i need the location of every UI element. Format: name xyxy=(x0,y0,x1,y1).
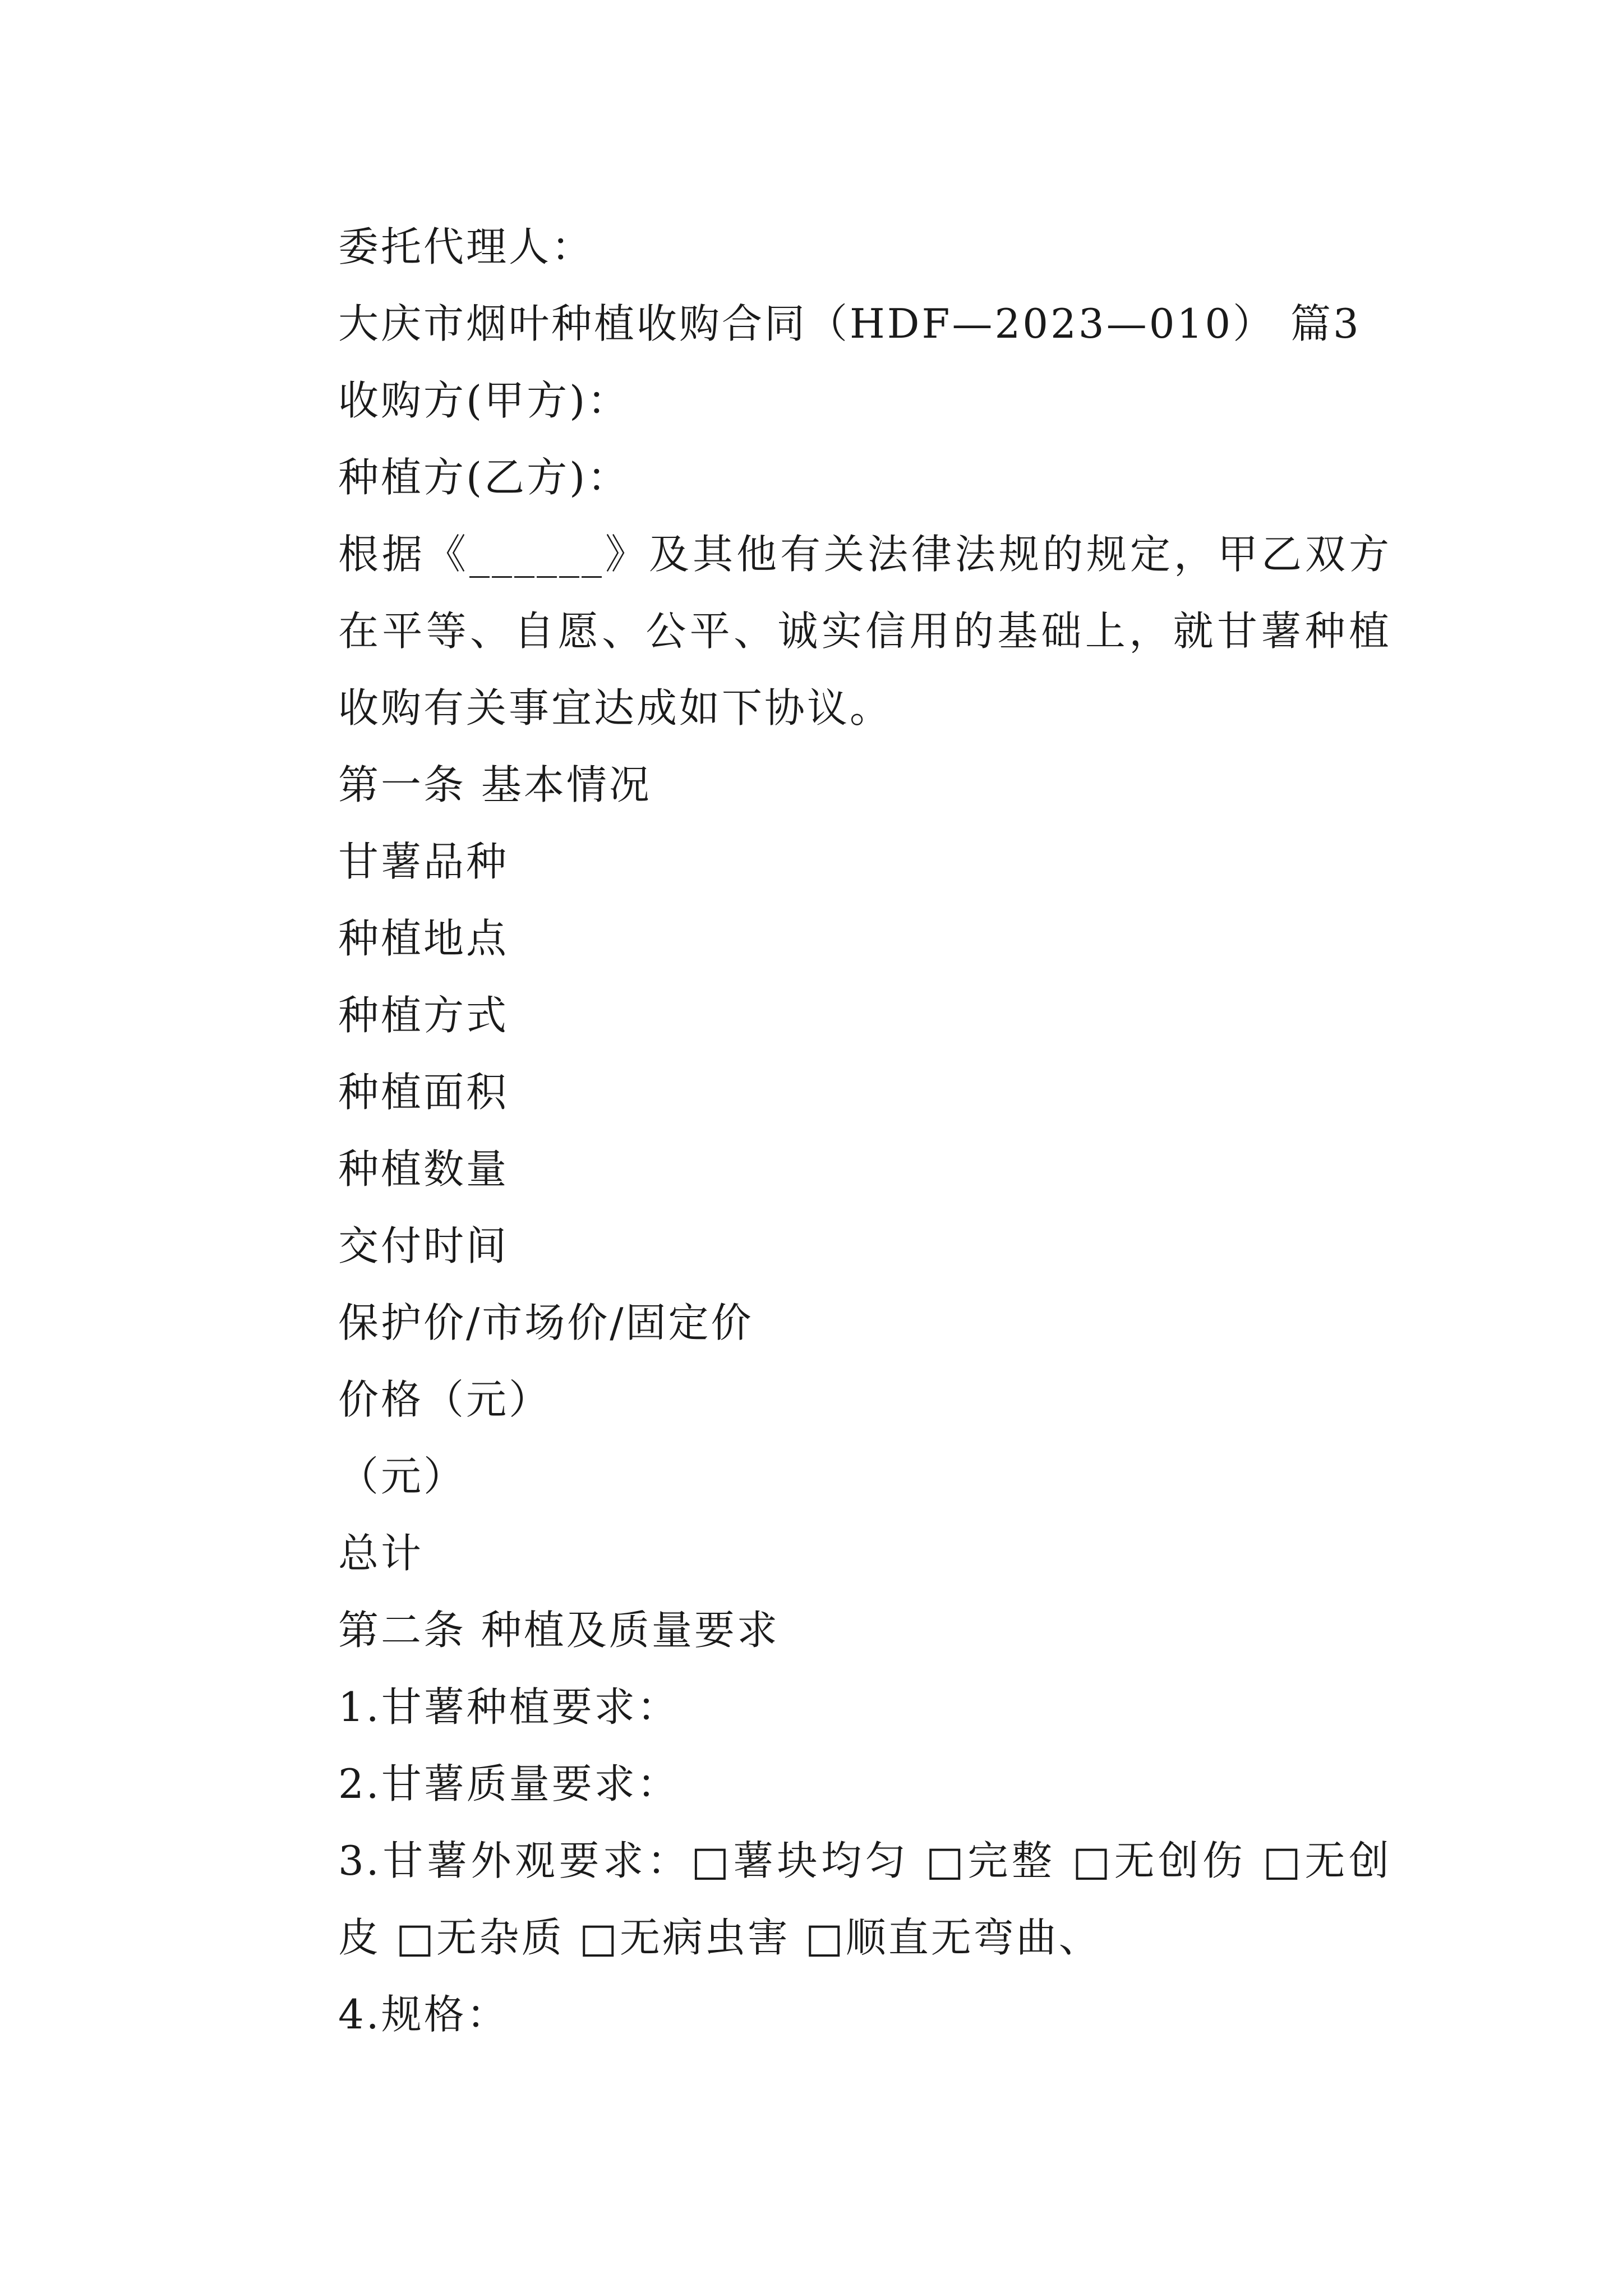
field-quantity: 种植数量 xyxy=(338,1145,509,1193)
preamble-paragraph: 根据《______》及其他有关法律法规的规定，甲乙双方在平等、自愿、公平、诚实信用的基础上，就甘薯种植收购有关事宜达成如下协议。 xyxy=(338,531,1391,731)
field-price-type: 保护价/市场价/固定价 xyxy=(338,1299,754,1346)
document-body xyxy=(247,209,1391,2053)
field-method: 种植方式 xyxy=(338,992,509,1039)
article-2-heading: 第二条 种植及质量要求 xyxy=(338,1607,780,1654)
field-yuan: （元） xyxy=(338,1453,467,1500)
field-area: 种植面积 xyxy=(338,1069,509,1116)
field-total: 总计 xyxy=(338,1530,424,1577)
agent-line: 委托代理人： xyxy=(338,223,594,270)
field-delivery-time: 交付时间 xyxy=(338,1222,509,1269)
contract-title: 大庆市烟叶种植收购合同（HDF—2023—010） 篇3 xyxy=(338,300,1361,347)
grower-party: 种植方(乙方)： xyxy=(338,454,630,501)
planting-requirement: 1.甘薯种植要求： xyxy=(338,1683,680,1731)
field-price: 价格（元） xyxy=(338,1376,552,1423)
appearance-requirement: 3.甘薯外观要求：□薯块均匀 □完整 □无创伤 □无创皮 □无杂质 □无病虫害 □顺直无弯曲、 xyxy=(338,1837,1391,1961)
field-variety: 甘薯品种 xyxy=(338,838,509,885)
field-location: 种植地点 xyxy=(338,915,509,962)
specification: 4.规格： xyxy=(338,1991,509,2038)
article-1-heading: 第一条 基本情况 xyxy=(338,761,652,808)
buyer-party: 收购方(甲方)： xyxy=(338,377,630,424)
quality-requirement: 2.甘薯质量要求： xyxy=(338,1760,680,1807)
